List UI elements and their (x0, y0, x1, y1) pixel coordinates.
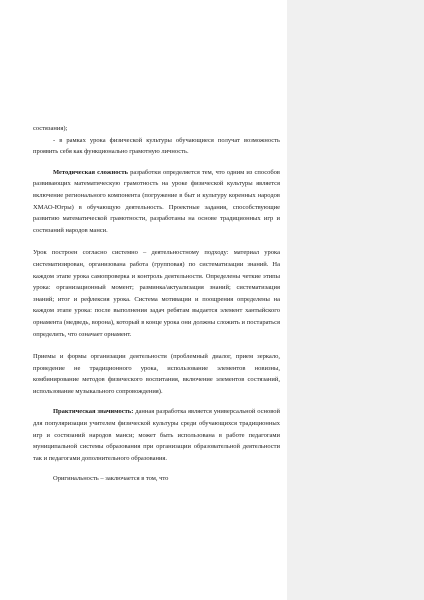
paragraph-methods-forms: Приемы и формы организации деятельности (проблемный диалог, прием зеркало, проведение не традиционного урока, использование элементов новизны, комбинирование методов физического воспитания, включение элементов состязаний, использование музыкального сопровождения). (33, 353, 280, 395)
methodical-complexity-text: разработки определяется тем, что одним из способов развивающих математическую грамотность на уроке физической культуры является включение регионального компонента (погружение в быт и культуру коренных народов ХМАО-Югры) в обучающую деятельность. Проектные задания, способствующие развитию математической грамотности, разработаны на основе традиционных игр и состязаний народов манси. (33, 168, 280, 234)
paragraph-functional-literacy: - в рамках урока физической культуры обучающиеся получат возможность проявить себя как функционально грамотную личность. (33, 136, 280, 156)
paragraph-originality: Оригинальность – заключается в том, что (53, 475, 169, 483)
practical-significance-heading: Практическая значимость: (53, 408, 134, 416)
paragraph-methodical-complexity (33, 167, 280, 237)
paragraph-lesson-structure: Урок построен согласно системно – деятельностному подходу: материал урока систематизирован, организована работа (групповая) по систематизации знаний. На каждом этапе урока самопроверка и контроль деятельности. Определены четкие этипы урока: организационный момент; разминка/актуализация знаний; систематизация знаний; итог и рефлексия урока. Система мотивации и поощрения определены на каждом этапе урока: после выполнения задач ребятам выдается элемент хантыйского орнамента (медведь, ворона), который в конце урока они должны сложить и постараться определить, что означает орнамент. (33, 249, 280, 338)
comment-margin-panel (287, 0, 424, 600)
paragraph-practical-significance (33, 406, 280, 464)
methodical-complexity-heading: Методическая сложность (53, 168, 128, 176)
paragraph-status: состязания); (33, 125, 68, 132)
practical-significance-text: данная разработка является универсальной основой для популяризации учителем физической культуры среди обучающихся традиционных игр и состязаний народов манси; может быть использована в работе педагогами муниципальной системы образования при организации образовательной деятельности так и педагогами дополнительного образования. (33, 408, 280, 462)
document-body (33, 123, 280, 485)
